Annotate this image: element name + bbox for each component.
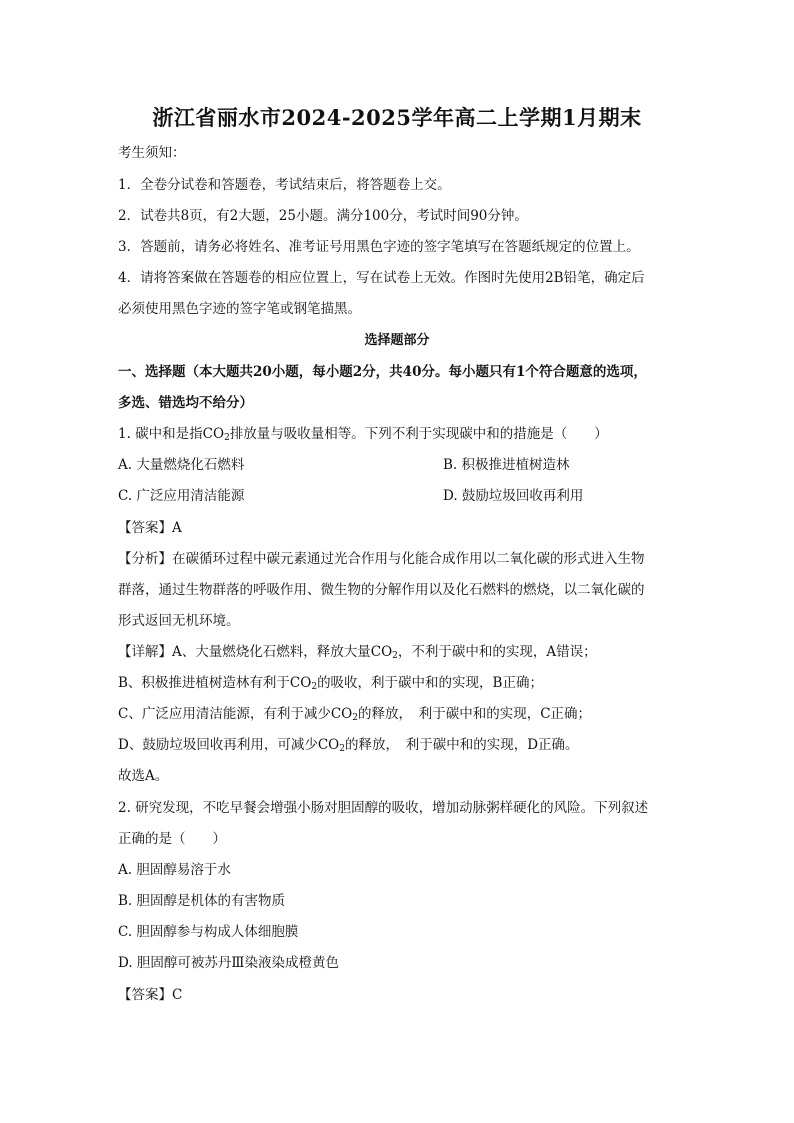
q2-option-b: B. 胆固醇是机体的有害物质 (118, 893, 286, 909)
part1-instructions-cont: 多选、错选均不给分） (118, 395, 253, 411)
notice-item-1: 1．全卷分试卷和答题卷，考试结束后，将答题卷上交。 (118, 177, 451, 193)
q1-stem: 1. 碳中和是指$CO_2$排放量与吸收量相等。下列不利于实现碳中和的措施是（ ） (118, 426, 608, 443)
notice-item-4: 4．请将答案做在答题卷的相应位置上，写在试卷上无效。作图时先使用2B铅笔，确定后 (118, 270, 645, 286)
q1-detail-a: 【详解】A、大量燃烧化石燃料，释放大量$CO_2$，不利于碳中和的实现，A错误； (118, 644, 597, 661)
q2-option-c: C. 胆固醇参与构成人体细胞膜 (118, 924, 299, 940)
part1-instructions: 一、选择题（本大题共20小题，每小题2分，共40分。每小题只有1个符合题意的选项， (118, 364, 647, 380)
q2-option-a: A. 胆固醇易溶于水 (118, 862, 231, 878)
q2-answer: 【答案】C (118, 987, 183, 1003)
q1-detail-b: B、积极推进植树造林有利于$CO_2$的吸收，利于碳中和的实现，B正确； (118, 675, 543, 692)
q1-analysis-2: 群落，通过生物群落的呼吸作用、微生物的分解作用以及化石燃料的燃烧，以二氧化碳的 (118, 582, 645, 598)
q1-analysis-1: 【分析】在碳循环过程中碳元素通过光合作用与化能合成作用以二氧化碳的形式进入生物 (118, 551, 645, 567)
q2-stem-cont: 正确的是（ ） (118, 831, 226, 847)
q1-analysis-3: 形式返回无机环境。 (118, 613, 240, 629)
q1-detail-c: C、广泛应用清洁能源，有利于减少$CO_2$的释放， 利于碳中和的实现，C正确； (118, 706, 592, 723)
notice-heading: 考生须知： (118, 145, 186, 161)
q1-option-b: B. 积极推进植树造林 (443, 457, 570, 473)
q1-option-a: A. 大量燃烧化石燃料 (118, 457, 245, 473)
q1-answer: 【答案】A (118, 520, 182, 536)
q2-stem: 2. 研究发现，不吃早餐会增强小肠对胆固醇的吸收，增加动脉粥样硬化的风险。下列叙述 (118, 800, 649, 816)
notice-item-4-cont: 必须使用黑色字迹的签字笔或钢笔描黑。 (118, 301, 361, 317)
q1-conclusion: 故选A。 (118, 768, 169, 784)
notice-item-3: 3．答题前，请务必将姓名、准考证号用黑色字迹的签字笔填写在答题纸规定的位置上。 (118, 239, 640, 255)
q2-option-d: D. 胆固醇可被苏丹Ⅲ染液染成橙黄色 (118, 955, 339, 971)
q1-option-d: D. 鼓励垃圾回收再利用 (443, 488, 584, 504)
q1-detail-d: D、鼓励垃圾回收再利用，可减少$CO_2$的释放， 利于碳中和的实现，D正确。 (118, 737, 579, 754)
page-title: 浙江省丽水市2024-2025学年高二上学期1月期末 (152, 105, 642, 130)
section-title: 选择题部分 (364, 333, 430, 348)
notice-item-2: 2．试卷共8页，有2大题，25小题。满分100分，考试时间90分钟。 (118, 208, 528, 224)
q1-option-c: C. 广泛应用清洁能源 (118, 488, 245, 504)
